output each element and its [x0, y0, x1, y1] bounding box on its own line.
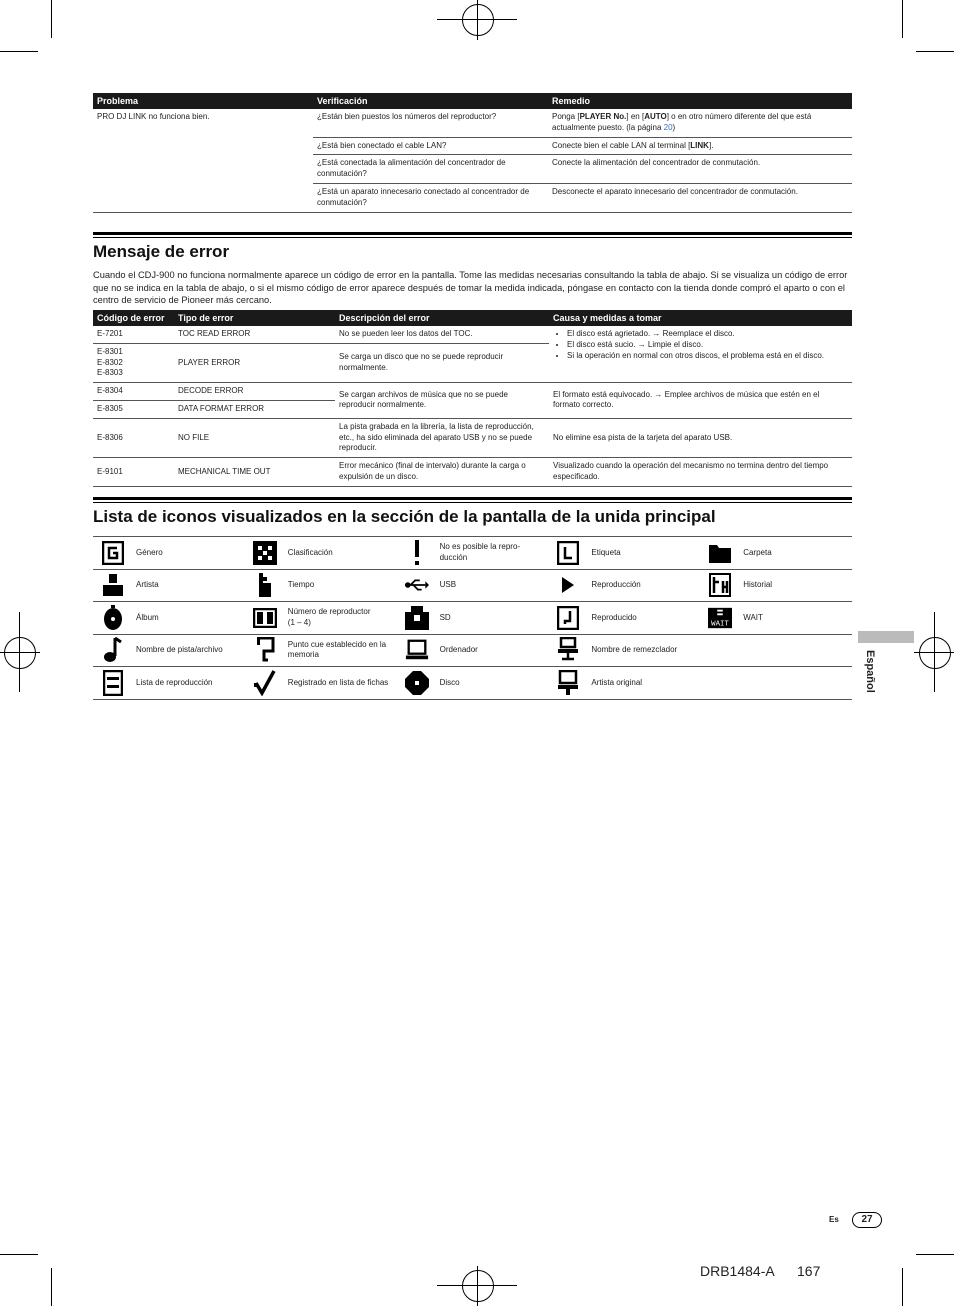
playlist-icon	[101, 671, 125, 695]
error-cause: No elimine esa pista de la tarjeta del aparato USB.	[549, 418, 852, 457]
section-title: Lista de iconos visualizados en la sección de la pantalla de la unida principal	[93, 507, 716, 526]
icon-cell	[548, 570, 700, 602]
table-header-row	[93, 310, 852, 326]
error-code: E-8306	[93, 418, 174, 457]
section-title: Mensaje de error	[93, 242, 230, 261]
icon-label: Reproducción	[591, 580, 641, 590]
icon-cell	[700, 537, 852, 569]
remedy-cell	[548, 137, 852, 155]
column-header: Remedio	[548, 93, 852, 109]
icon-row	[93, 635, 852, 668]
icon-cell	[245, 602, 397, 634]
remedy-cell	[548, 109, 852, 137]
disc-icon	[405, 671, 429, 695]
error-code-table	[93, 310, 852, 487]
icon-label: Artista	[136, 580, 159, 590]
sd-icon	[405, 606, 429, 630]
section-rule	[93, 237, 852, 238]
button-name: LINK	[690, 140, 709, 150]
icon-cell	[93, 537, 245, 569]
column-header: Código de error	[93, 310, 174, 326]
remedy-text: ] en [	[626, 112, 645, 121]
table-row	[93, 418, 852, 457]
troubleshooting-table	[93, 93, 852, 213]
table-row	[93, 458, 852, 487]
error-description: Error mecánico (final de intervalo) durante la carga o expulsión de un disco.	[335, 458, 549, 487]
error-type: MECHANICAL TIME OUT	[174, 458, 335, 487]
icon-cell	[245, 635, 397, 667]
icon-label: Lista de reproducción	[136, 677, 213, 687]
icon-label: Clasificación	[287, 547, 333, 557]
document-code: DRB1484-A	[700, 1263, 775, 1279]
table-row	[93, 383, 852, 401]
icon-cell	[548, 635, 700, 667]
page-link[interactable]: 20	[663, 122, 673, 132]
error-description: No se pueden leer los datos del TOC.	[335, 326, 549, 343]
icon-row	[93, 570, 852, 603]
icon-label: Tiempo	[287, 580, 315, 590]
remedy-cell: Conecte la alimentación del concentrador de conmutación.	[548, 155, 852, 184]
icon-label: No es posible la repro- ducción	[439, 542, 521, 562]
icon-row	[93, 667, 852, 700]
table-row	[93, 326, 852, 343]
remedy-text: ].	[708, 140, 714, 150]
player-number-icon	[253, 606, 277, 630]
section-rule	[93, 497, 852, 500]
remedy-text: Conecte bien el cable LAN al terminal [	[552, 140, 691, 150]
error-cause: El formato está equivocado. → Emplee archivos de música que estén en el formato correcto.	[549, 383, 852, 419]
icon-cell	[548, 537, 700, 569]
icon-label: Historial	[743, 580, 773, 590]
error-code: E-8304	[93, 383, 174, 401]
button-name: PLAYER No.	[579, 112, 627, 121]
icon-label: Álbum	[136, 612, 159, 622]
document-page: 167	[797, 1263, 821, 1279]
icon-cell	[548, 667, 700, 699]
tag-list-icon	[253, 671, 277, 695]
icon-label: WAIT	[743, 612, 763, 622]
column-header: Causa y medidas a tomar	[549, 310, 852, 326]
error-code: E-7201	[93, 326, 174, 343]
time-icon	[253, 573, 277, 597]
column-header: Problema	[93, 93, 313, 109]
icon-list	[93, 536, 852, 700]
remedy-text: )	[672, 122, 676, 132]
check-cell: ¿Está un aparato innecesario conectado al concentrador de conmutación?	[313, 183, 548, 212]
folder-icon	[708, 541, 732, 565]
genre-icon	[101, 541, 125, 565]
icon-cell	[397, 570, 549, 602]
icon-label: USB	[439, 580, 457, 590]
remedy-cell: Desconecte el aparato innecesario del concentrador de conmutación.	[548, 183, 852, 212]
track-icon	[101, 638, 125, 662]
intro-paragraph: Cuando el CDJ-900 no funciona normalmente aparece un código de error en la pantalla. Tome las medidas necesarias consultando la tabla de abajo. Si se visualiza un código de error que no se indica en la tabla de abajo, o si el mismo código de error aparece después de tomar la medida indicada, póngase en contacto con la tienda donde compró el aparto o con el centro de servicio de Pioneer más cercano.	[93, 270, 848, 306]
icon-cell	[93, 667, 245, 699]
column-header: Descripción del error	[335, 310, 549, 326]
error-code: E-8301 E-8302 E-8303	[93, 343, 174, 382]
icon-label: Etiqueta	[591, 547, 621, 557]
rating-icon	[253, 541, 277, 565]
icon-cell	[700, 635, 852, 667]
error-type: NO FILE	[174, 418, 335, 457]
section-rule	[93, 232, 852, 235]
language-code: Es	[829, 1215, 839, 1224]
error-cause	[549, 326, 852, 383]
language-tab	[858, 631, 914, 643]
icon-cell	[548, 602, 700, 634]
crop-mark	[0, 51, 38, 52]
problem-text: PRO DJ LINK no funciona bien.	[97, 112, 210, 121]
error-type: DATA FORMAT ERROR	[174, 400, 335, 418]
column-header: Verificación	[313, 93, 548, 109]
play-icon	[556, 573, 580, 597]
remixer-icon	[556, 638, 580, 662]
icon-row	[93, 602, 852, 635]
icon-cell	[397, 602, 549, 634]
icon-label: Disco	[439, 677, 460, 687]
check-cell: ¿Están bien puestos los números del reproductor?	[313, 109, 548, 137]
computer-icon	[405, 638, 429, 662]
icon-cell	[93, 635, 245, 667]
error-description: Se carga un disco que no se puede reproducir normalmente.	[335, 343, 549, 382]
label-icon	[556, 541, 580, 565]
section-rule	[93, 502, 852, 503]
memory-cue-icon	[253, 638, 277, 662]
icon-label: Punto cue establecido en la memoria	[287, 639, 387, 660]
list-item: • El disco está agrietado. → Reemplace el disco.	[567, 329, 848, 340]
error-type: DECODE ERROR	[174, 383, 335, 401]
icon-label: Número de reproductor (1 – 4)	[287, 607, 371, 627]
error-code: E-8305	[93, 400, 174, 418]
icon-cell	[93, 570, 245, 602]
icon-cell	[245, 570, 397, 602]
crop-mark	[51, 0, 52, 38]
icon-cell	[700, 667, 852, 699]
icon-cell	[700, 602, 852, 634]
icon-cell	[245, 667, 397, 699]
played-icon	[556, 606, 580, 630]
column-header: Tipo de error	[174, 310, 335, 326]
error-description: La pista grabada en la librería, la lista de reproducción, etc., ha sido eliminada del aparato USB y no se puede reproducir.	[335, 418, 549, 457]
crop-mark	[51, 1268, 52, 1306]
list-item: • Si la operación en normal con otros discos, el problema está en el disco.	[567, 351, 848, 362]
error-type: PLAYER ERROR	[174, 343, 335, 382]
check-cell: ¿Está bien conectado el cable LAN?	[313, 137, 548, 155]
icon-label: SD	[439, 612, 451, 622]
icon-label: Ordenador	[439, 645, 478, 655]
table-row	[93, 109, 852, 137]
icon-label: Artista original	[591, 677, 643, 687]
artist-icon	[101, 573, 125, 597]
original-artist-icon	[556, 671, 580, 695]
list-item: • El disco está sucio. → Limpie el disco.	[567, 340, 848, 351]
error-cause: Visualizado cuando la operación del mecanismo no termina dentro del tiempo especificado.	[549, 458, 852, 487]
page-number: 27	[852, 1212, 882, 1228]
error-code: E-9101	[93, 458, 174, 487]
language-label: Español	[864, 650, 876, 693]
icon-cell	[397, 537, 549, 569]
cause-list	[553, 329, 848, 361]
wait-glyph-text: WAIT	[711, 620, 730, 629]
icon-cell	[245, 537, 397, 569]
wait-icon	[708, 606, 732, 630]
crop-mark	[902, 1268, 903, 1306]
remedy-text: ] o en otro número diferente del que está actualmente puesto. (la página	[552, 112, 812, 132]
icon-label: Carpeta	[743, 547, 772, 557]
usb-icon	[405, 573, 429, 597]
error-type: TOC READ ERROR	[174, 326, 335, 343]
crop-mark	[916, 1254, 954, 1255]
problem-cell	[93, 109, 313, 212]
history-icon	[708, 573, 732, 597]
crop-mark	[902, 0, 903, 38]
error-description: Se cargan archivos de música que no se puede reproducir normalmente.	[335, 383, 549, 419]
icon-cell	[700, 570, 852, 602]
album-icon	[101, 606, 125, 630]
icon-row	[93, 537, 852, 570]
table-header-row	[93, 93, 852, 109]
crop-mark	[0, 1254, 38, 1255]
icon-label: Registrado en lista de fichas	[287, 677, 389, 687]
icon-label: Nombre de remezclador	[591, 645, 678, 655]
remedy-text: Ponga [	[552, 112, 580, 121]
icon-label: Género	[136, 547, 163, 557]
icon-cell	[397, 667, 549, 699]
crop-mark	[916, 51, 954, 52]
icon-cell	[93, 602, 245, 634]
icon-label: Reproducido	[591, 612, 637, 622]
icon-label: Nombre de pista/archivo	[136, 645, 223, 655]
icon-cell	[397, 635, 549, 667]
button-name: AUTO	[644, 112, 667, 121]
check-cell: ¿Está conectada la alimentación del concentrador de conmutación?	[313, 155, 548, 184]
no-play-icon	[405, 541, 429, 565]
